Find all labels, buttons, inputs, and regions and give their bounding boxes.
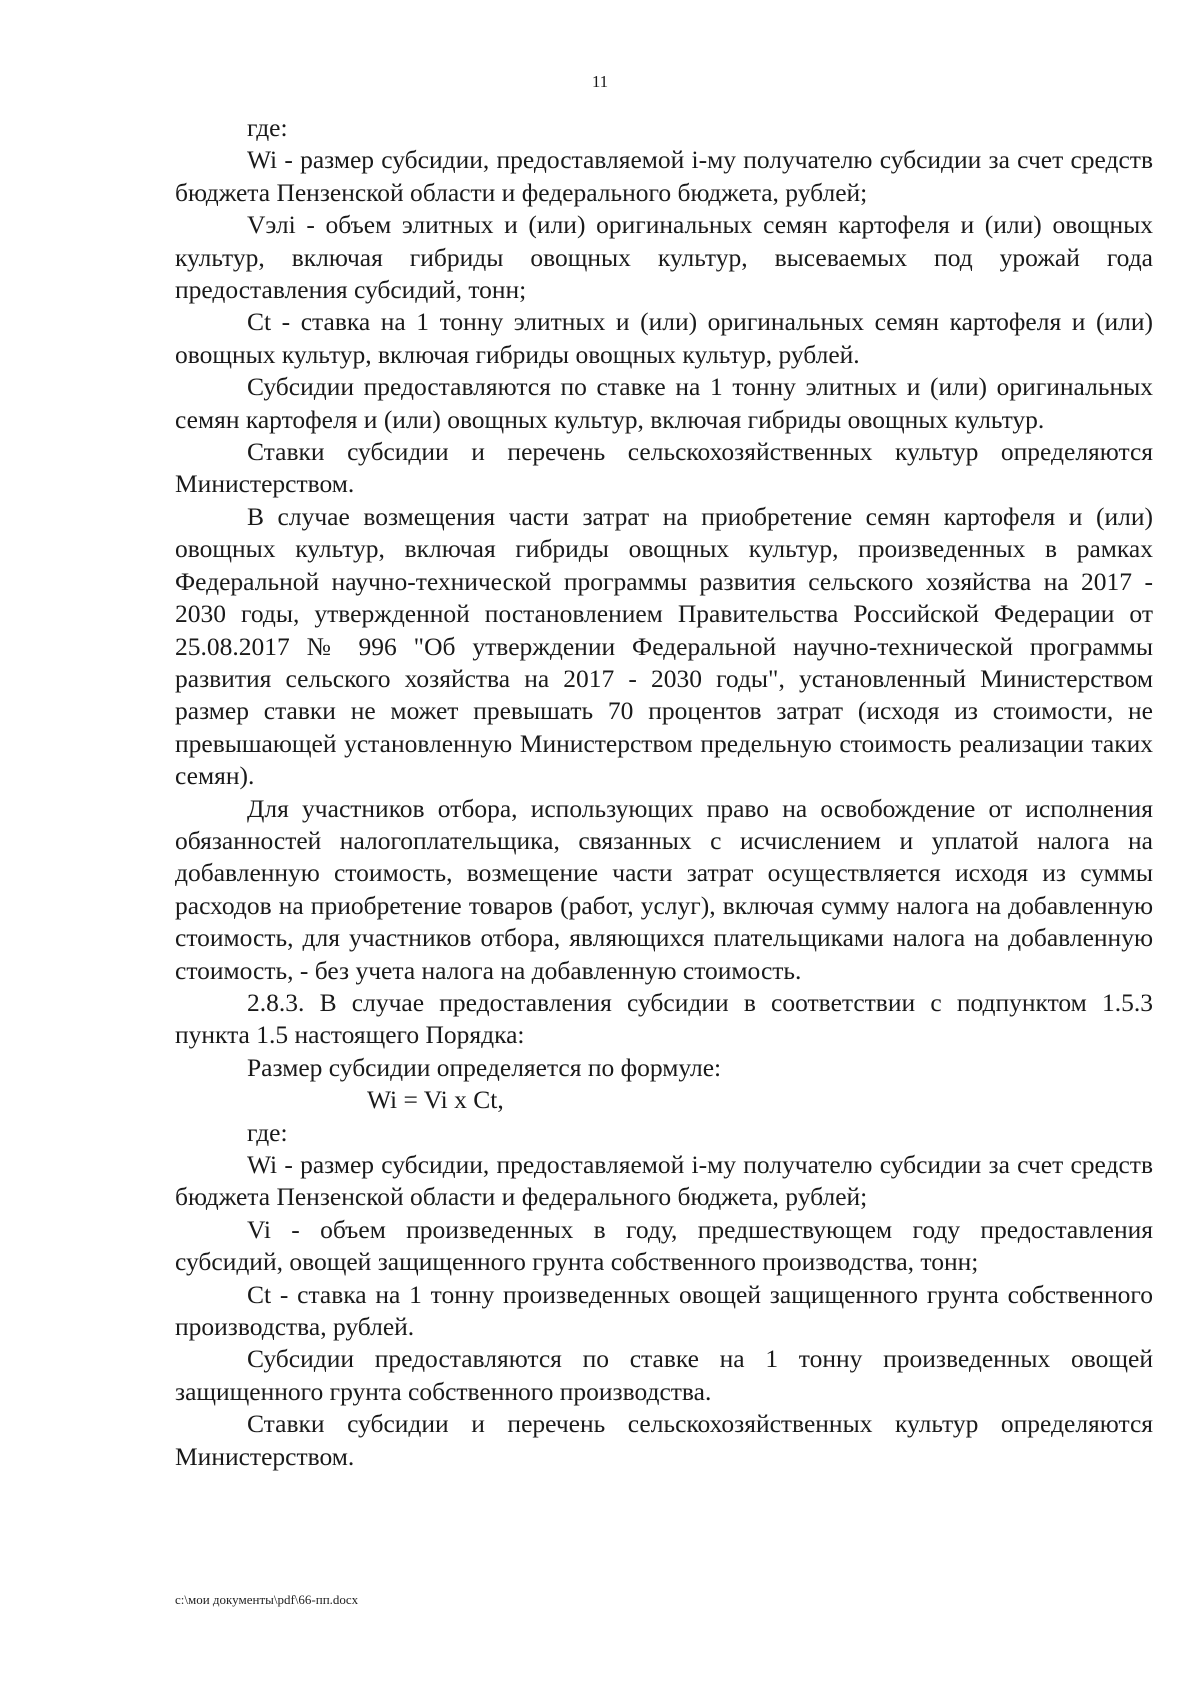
formula: Wi = Vi x Ct, — [367, 1085, 504, 1115]
section-paragraph: 2.8.3. В случае предоставления субсидии в соответствии с подпунктом 1.5.3 пункта 1.5 настоящего Порядка: — [175, 987, 1153, 1050]
paragraph: Размер субсидии определяется по формуле: — [247, 1052, 722, 1082]
paragraph: Субсидии предоставляются по ставке на 1 тонну элитных и (или) оригинальных семян картофеля и (или) овощных культур, включая гибриды овощных культур. — [175, 372, 1153, 434]
paragraph: Ставки субсидии и перечень сельскохозяйственных культур определяются Министерством. — [175, 1409, 1153, 1471]
paragraph: Субсидии предоставляются по ставке на 1 тонну произведенных овощей защищенного грунта собственного производства. — [175, 1344, 1153, 1406]
paragraph: Для участников отбора, использующих право на освобождение от исполнения обязанностей налогоплательщика, связанных с исчислением и уплатой налога на добавленную стоимость, возмещение части затрат осуществляется исходя из суммы расходов на приобретение товаров (работ, услуг), включая сумму налога на добавленную стоимость, для участников отбора, являющихся плательщиками налога на добавленную стоимость, - без учета налога на добавленную стоимость. — [175, 793, 1153, 985]
paragraph: Ct - ставка на 1 тонну произведенных овощей защищенного грунта собственного производства, рублей. — [175, 1279, 1153, 1342]
page-number: 11 — [591, 72, 609, 91]
document-body — [175, 112, 1153, 1473]
paragraph: где: — [247, 1117, 288, 1147]
paragraph: Vi - объем произведенных в году, предшествующем году предоставления субсидий, овощей защищенного грунта собственного производства, тонн; — [175, 1214, 1153, 1277]
paragraph: Ставки субсидии и перечень сельскохозяйственных культур определяются Министерством. — [175, 437, 1153, 499]
paragraph: Wi - размер субсидии, предоставляемой i-му получателю субсидии за счет средств бюджета Пензенской области и федерального бюджета, рублей; — [175, 1150, 1153, 1212]
paragraph: Ct - ставка на 1 тонну элитных и (или) оригинальных семян картофеля и (или) овощных культур, включая гибриды овощных культур, рублей. — [175, 307, 1153, 369]
paragraph: где: — [247, 113, 288, 142]
paragraph: Vэлi - объем элитных и (или) оригинальных семян картофеля и (или) овощных культур, включая гибриды овощных культур, высеваемых под урожай года предоставления субсидий, тонн; — [175, 210, 1153, 305]
footer-file-path: c:\мои документы\pdf\66-пп.docx — [175, 1592, 359, 1607]
paragraph: Wi - размер субсидии, предоставляемой i-му получателю субсидии за счет средств бюджета Пензенской области и федерального бюджета, рублей; — [175, 145, 1153, 207]
paragraph: В случае возмещения части затрат на приобретение семян картофеля и (или) овощных культур, включая гибриды овощных культур, произведенных в рамках Федеральной научно-технической программы развития сельского хозяйства на 2017 - 2030 годы, утвержденной постановлением Правительства Российской Федерации от 25.08.2017 № 996 "Об утверждении Федеральной научно-технической программы развития сельского хозяйства на 2017 - 2030 годы", установленный Министерством размер ставки не может превышать 70 процентов затрат (исходя из стоимости, не превышающей установленную Министерством предельную стоимость реализации таких семян). — [175, 501, 1153, 791]
